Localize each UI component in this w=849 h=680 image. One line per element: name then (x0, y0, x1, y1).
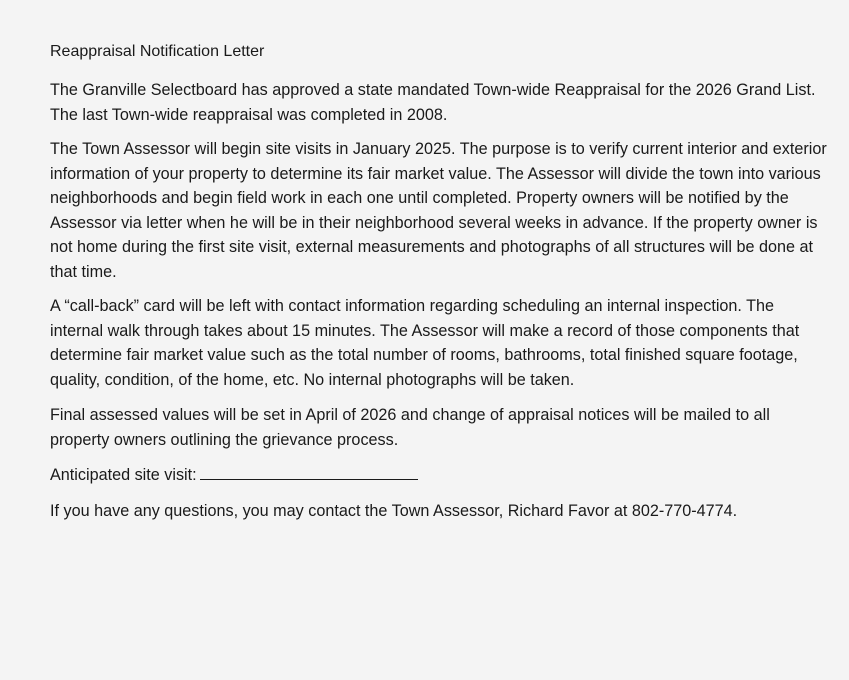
paragraph-final-values: Final assessed values will be set in April of 2026 and change of appraisal notices will be mailed to all property owners outlining the grievance process. (50, 406, 770, 449)
site-visit-label: Anticipated site visit: (50, 466, 197, 484)
paragraph-site-visits: The Town Assessor will begin site visits in January 2025. The purpose is to verify current interior and exterior information of your property to determine its fair market value. The Assessor will divide the town into various neighborhoods and begin field work in each one until completed. Property owners will be notified by the Assessor via letter when he will be in their neighborhood several weeks in advance. If the property owner is not home during the first site visit, external measurements and photographs of all structures will be done at that time. (50, 140, 827, 281)
contact-paragraph: If you have any questions, you may contact the Town Assessor, Richard Favor at 802-770-4774. (50, 502, 738, 520)
paragraph-reappraisal-approval: The Granville Selectboard has approved a state mandated Town-wide Reappraisal for the 2026 Grand List. The last Town-wide reappraisal was completed in 2008. (50, 81, 816, 124)
site-visit-blank-line (200, 463, 418, 480)
letter-title: Reappraisal Notification Letter (50, 43, 265, 60)
paragraph-call-back-card: A “call-back” card will be left with contact information regarding scheduling an internal inspection. The internal walk through takes about 15 minutes. The Assessor will make a record of those components that determine fair market value such as the total number of rooms, bathrooms, total finished square footage, quality, condition, of the home, etc. No internal photographs will be taken. (50, 297, 800, 389)
site-visit-row (50, 463, 831, 487)
